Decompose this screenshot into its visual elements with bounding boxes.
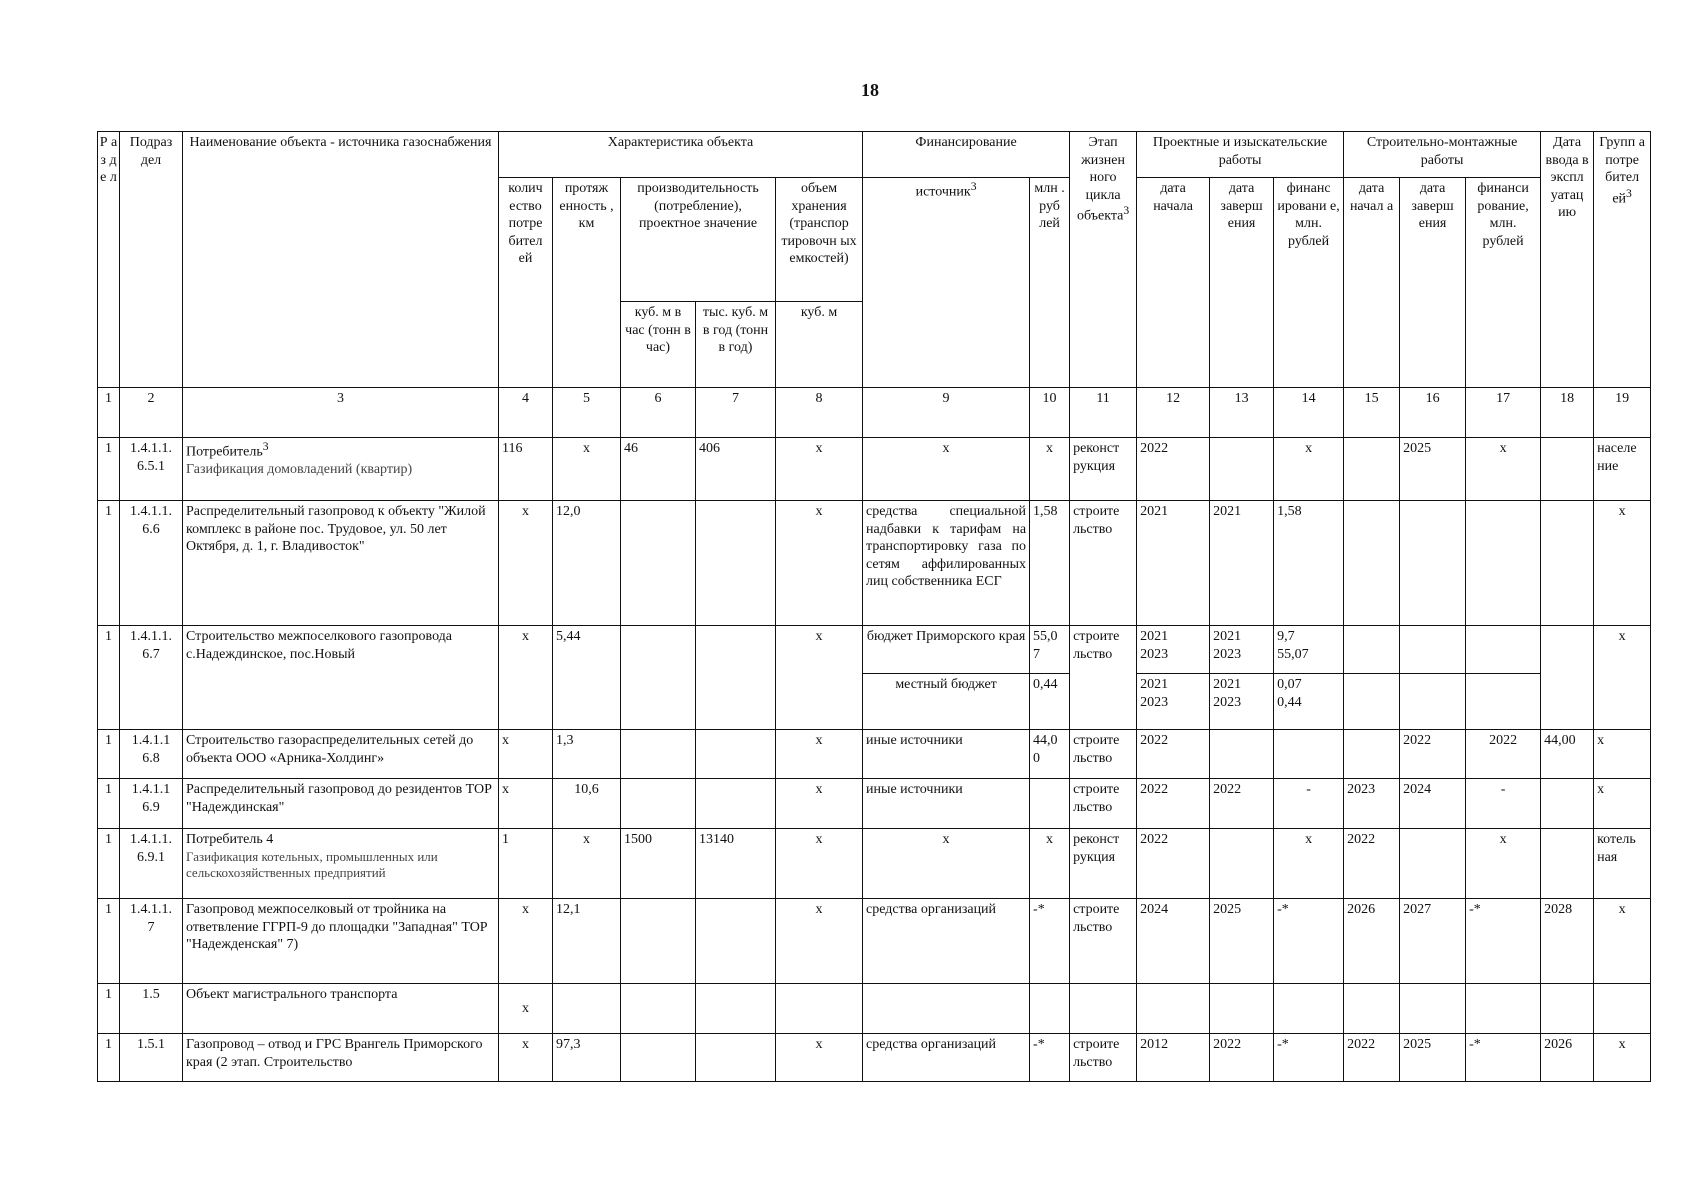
cell-finans-p: -: [1274, 779, 1344, 829]
cell-data-zaversh-s: 2025: [1400, 438, 1466, 501]
cell-obem: x: [776, 438, 863, 501]
header-kub-m: куб. м: [776, 302, 863, 388]
cell-mln-rub: 55,0 7: [1030, 626, 1070, 674]
table-row: [98, 626, 1651, 674]
header-row-1: [98, 132, 1651, 178]
cell-data-vvoda: 2028: [1541, 899, 1594, 984]
cell-tys-kub: 406: [696, 438, 776, 501]
cell-data-nachala-p: 2021: [1137, 501, 1210, 626]
header-stroit: Строительно-монтажные работы: [1344, 132, 1541, 178]
cell-podrazdel: 1.4.1.1 6.9: [120, 779, 183, 829]
cell-data-vvoda: [1541, 779, 1594, 829]
cell-data-zaversh-s: [1400, 626, 1466, 674]
cell-data-zaversh-s: 2027: [1400, 899, 1466, 984]
cell-gruppa: x: [1594, 626, 1651, 730]
cell-podrazdel: 1.4.1.1. 7: [120, 899, 183, 984]
col-number: 2: [120, 388, 183, 438]
cell-kolichestvo: 1: [499, 829, 553, 899]
cell-data-nachala-s: [1344, 501, 1400, 626]
header-data-zaversh-s: дата заверш ения: [1400, 178, 1466, 388]
cell-razdel: 1: [98, 626, 120, 730]
table-row: [98, 730, 1651, 779]
cell-data-nachala-s: [1344, 730, 1400, 779]
col-number: 16: [1400, 388, 1466, 438]
cell-podrazdel: 1.5.1: [120, 1034, 183, 1082]
header-data-nachala-p: дата начала: [1137, 178, 1210, 388]
cell-data-vvoda: [1541, 626, 1594, 730]
col-number: 17: [1466, 388, 1541, 438]
cell-gruppa: котель ная: [1594, 829, 1651, 899]
col-number: 12: [1137, 388, 1210, 438]
header-data-nachala-s: дата начал а: [1344, 178, 1400, 388]
cell-protyazh: 10,6: [553, 779, 621, 829]
cell-data-zaversh-s: [1400, 501, 1466, 626]
cell-protyazh: x: [553, 829, 621, 899]
cell-gruppa: [1594, 984, 1651, 1034]
cell-protyazh: 12,1: [553, 899, 621, 984]
cell-data-nachala-s: 2022: [1344, 1034, 1400, 1082]
cell-tys-kub: [696, 984, 776, 1034]
cell-finans-s: -*: [1466, 899, 1541, 984]
cell-data-nachala-s: [1344, 626, 1400, 674]
cell-finans-p: 9,7 55,07: [1274, 626, 1344, 674]
cell-finans-p: 0,07 0,44: [1274, 674, 1344, 730]
header-finans-s: финанси рование, млн. рублей: [1466, 178, 1541, 388]
header-data-vvoda: Дата ввода в экспл уатац ию: [1541, 132, 1594, 388]
cell-gruppa: населе ние: [1594, 438, 1651, 501]
cell-mln-rub: [1030, 984, 1070, 1034]
header-data-zaversh-p: дата заверш ения: [1210, 178, 1274, 388]
header-mln-rub: млн . руб лей: [1030, 178, 1070, 388]
cell-obem: x: [776, 730, 863, 779]
cell-mln-rub: [1030, 779, 1070, 829]
cell-tys-kub: [696, 1034, 776, 1082]
cell-data-zaversh-p: [1210, 829, 1274, 899]
cell-protyazh: 12,0: [553, 501, 621, 626]
col-number: 13: [1210, 388, 1274, 438]
cell-protyazh: 5,44: [553, 626, 621, 730]
cell-istochnik: x: [863, 829, 1030, 899]
cell-data-zaversh-s: [1400, 984, 1466, 1034]
cell-kolichestvo: 116: [499, 438, 553, 501]
cell-kub-chas: 1500: [621, 829, 696, 899]
cell-finans-p: x: [1274, 829, 1344, 899]
cell-kolichestvo: x: [499, 626, 553, 730]
cell-data-nachala-p: 2024: [1137, 899, 1210, 984]
cell-finans-p: x: [1274, 438, 1344, 501]
cell-etap: строите льство: [1070, 501, 1137, 626]
header-gruppa: Групп а потре бител $ей^3$: [1594, 132, 1651, 388]
cell-finans-s: [1466, 984, 1541, 1034]
cell-data-zaversh-p: 2021 2023: [1210, 626, 1274, 674]
cell-name: Строительство межпоселкового газопровода с.Надеждинское, пос.Новый: [183, 626, 499, 730]
cell-mln-rub: -*: [1030, 899, 1070, 984]
cell-finans-p: [1274, 984, 1344, 1034]
cell-data-zaversh-p: [1210, 730, 1274, 779]
header-name: Наименование объекта - источника газоснабжения: [183, 132, 499, 388]
cell-data-nachala-s: [1344, 438, 1400, 501]
cell-tys-kub: [696, 501, 776, 626]
cell-kub-chas: [621, 626, 696, 730]
col-number: 1: [98, 388, 120, 438]
header-istochnik: источник$^3$: [863, 178, 1030, 388]
col-number: 14: [1274, 388, 1344, 438]
cell-finans-s: -: [1466, 779, 1541, 829]
col-number: 5: [553, 388, 621, 438]
col-number: 18: [1541, 388, 1594, 438]
col-number: 6: [621, 388, 696, 438]
cell-razdel: 1: [98, 1034, 120, 1082]
header-obem: объем хранения (транспор тировочн ых емкостей): [776, 178, 863, 302]
cell-data-vvoda: [1541, 984, 1594, 1034]
cell-data-nachala-s: [1344, 674, 1400, 730]
cell-podrazdel: 1.4.1.1. 6.5.1: [120, 438, 183, 501]
cell-finans-s: [1466, 674, 1541, 730]
cell-obem: x: [776, 829, 863, 899]
cell-data-zaversh-p: [1210, 438, 1274, 501]
table-row: [98, 829, 1651, 899]
cell-data-nachala-s: [1344, 984, 1400, 1034]
cell-data-nachala-p: 2022: [1137, 438, 1210, 501]
header-podrazdel: Подраз дел: [120, 132, 183, 388]
cell-finans-p: [1274, 730, 1344, 779]
col-number: 11: [1070, 388, 1137, 438]
cell-istochnik: иные источники: [863, 730, 1030, 779]
cell-razdel: 1: [98, 899, 120, 984]
cell-kolichestvo: x: [499, 984, 553, 1034]
table-row: [98, 899, 1651, 984]
cell-obem: x: [776, 779, 863, 829]
cell-name: Потребитель$^3$ Газификация домовладений (квартир): [183, 438, 499, 501]
table-row: [98, 984, 1651, 1034]
cell-podrazdel: 1.5: [120, 984, 183, 1034]
cell-etap: строите льство: [1070, 626, 1137, 730]
cell-kub-chas: [621, 984, 696, 1034]
header-kolichestvo: колич ество потре бител ей: [499, 178, 553, 388]
cell-gruppa: x: [1594, 730, 1651, 779]
cell-name: Строительство газораспределительных сетей до объекта ООО «Арника-Холдинг»: [183, 730, 499, 779]
col-number: 9: [863, 388, 1030, 438]
header-tys-kub: тыс. куб. м в год (тонн в год): [696, 302, 776, 388]
cell-data-zaversh-s: [1400, 674, 1466, 730]
cell-tys-kub: [696, 626, 776, 730]
cell-finans-s: 2022: [1466, 730, 1541, 779]
cell-mln-rub: 0,44: [1030, 674, 1070, 730]
cell-data-nachala-p: 2021 2023: [1137, 626, 1210, 674]
cell-etap: [1070, 984, 1137, 1034]
cell-istochnik: средства специальной надбавки к тарифам на транспортировку газа по сетям аффилированных лиц собственника ЕСГ: [863, 501, 1030, 626]
cell-mln-rub: x: [1030, 829, 1070, 899]
cell-name: Распределительный газопровод к объекту "Жилой комплекс в районе пос. Трудовое, ул. 50 лет Октября, д. 1, г. Владивосток": [183, 501, 499, 626]
table-row: [98, 438, 1651, 501]
cell-obem: x: [776, 1034, 863, 1082]
cell-finans-s: [1466, 501, 1541, 626]
cell-istochnik: x: [863, 438, 1030, 501]
cell-razdel: 1: [98, 730, 120, 779]
cell-gruppa: x: [1594, 1034, 1651, 1082]
cell-finans-s: [1466, 626, 1541, 674]
header-financing: Финансирование: [863, 132, 1070, 178]
col-number: 10: [1030, 388, 1070, 438]
cell-finans-p: -*: [1274, 899, 1344, 984]
header-proizvod: производительность (потребление), проектное значение: [621, 178, 776, 302]
cell-gruppa: x: [1594, 501, 1651, 626]
investment-table: [97, 131, 1651, 1082]
cell-data-vvoda: [1541, 438, 1594, 501]
cell-razdel: 1: [98, 501, 120, 626]
cell-etap: строите льство: [1070, 899, 1137, 984]
col-number: 4: [499, 388, 553, 438]
header-characteristic: Характеристика объекта: [499, 132, 863, 178]
col-number: 15: [1344, 388, 1400, 438]
cell-data-zaversh-p: [1210, 984, 1274, 1034]
cell-gruppa: x: [1594, 899, 1651, 984]
cell-data-zaversh-p: 2021 2023: [1210, 674, 1274, 730]
cell-data-nachala-p: [1137, 984, 1210, 1034]
cell-razdel: 1: [98, 779, 120, 829]
cell-mln-rub: x: [1030, 438, 1070, 501]
table-row: [98, 779, 1651, 829]
cell-data-nachala-s: 2023: [1344, 779, 1400, 829]
cell-name: Распределительный газопровод до резидентов ТОР "Надеждинская": [183, 779, 499, 829]
cell-name: Объект магистрального транспорта: [183, 984, 499, 1034]
col-number: 7: [696, 388, 776, 438]
cell-razdel: 1: [98, 984, 120, 1034]
cell-etap: строите льство: [1070, 779, 1137, 829]
cell-data-zaversh-s: 2022: [1400, 730, 1466, 779]
header-etap: Этап жизнен ного цикла объекта$^3$: [1070, 132, 1137, 388]
cell-kolichestvo: x: [499, 501, 553, 626]
cell-istochnik: средства организаций: [863, 1034, 1030, 1082]
cell-tys-kub: [696, 779, 776, 829]
cell-data-vvoda: [1541, 501, 1594, 626]
cell-data-nachala-p: 2012: [1137, 1034, 1210, 1082]
cell-kolichestvo: x: [499, 730, 553, 779]
cell-data-vvoda: 2026: [1541, 1034, 1594, 1082]
header-finans-p: финанс ировани е, млн. рублей: [1274, 178, 1344, 388]
cell-podrazdel: 1.4.1.1. 6.7: [120, 626, 183, 730]
header-proekt: Проектные и изыскательские работы: [1137, 132, 1344, 178]
cell-protyazh: [553, 984, 621, 1034]
cell-data-nachala-p: 2022: [1137, 730, 1210, 779]
page-number: 18: [861, 80, 879, 100]
cell-podrazdel: 1.4.1.1 6.8: [120, 730, 183, 779]
cell-kub-chas: [621, 899, 696, 984]
cell-obem: x: [776, 899, 863, 984]
cell-etap: строите льство: [1070, 730, 1137, 779]
cell-kub-chas: [621, 779, 696, 829]
header-kub-chas: куб. м в час (тонн в час): [621, 302, 696, 388]
cell-data-zaversh-p: 2022: [1210, 1034, 1274, 1082]
cell-data-nachala-p: 2021 2023: [1137, 674, 1210, 730]
cell-istochnik: бюджет Приморского края: [863, 626, 1030, 674]
cell-data-vvoda: 44,00: [1541, 730, 1594, 779]
cell-name: Потребитель 4 Газификация котельных, промышленных или сельскохозяйственных предприятий: [183, 829, 499, 899]
cell-finans-p: -*: [1274, 1034, 1344, 1082]
cell-istochnik: средства организаций: [863, 899, 1030, 984]
cell-gruppa: x: [1594, 779, 1651, 829]
cell-data-nachala-p: 2022: [1137, 779, 1210, 829]
cell-obem: x: [776, 626, 863, 730]
cell-data-zaversh-p: 2025: [1210, 899, 1274, 984]
cell-istochnik: [863, 984, 1030, 1034]
column-numbers-row: [98, 388, 1651, 438]
cell-podrazdel: 1.4.1.1. 6.6: [120, 501, 183, 626]
cell-data-nachala-s: 2022: [1344, 829, 1400, 899]
cell-protyazh: x: [553, 438, 621, 501]
cell-kolichestvo: x: [499, 1034, 553, 1082]
cell-kub-chas: [621, 501, 696, 626]
cell-name: Газопровод – отвод и ГРС Врангель Приморского края (2 этап. Строительство: [183, 1034, 499, 1082]
col-number: 19: [1594, 388, 1651, 438]
cell-mln-rub: 44,0 0: [1030, 730, 1070, 779]
cell-mln-rub: 1,58: [1030, 501, 1070, 626]
header-razdel: Р а з д е л: [98, 132, 120, 388]
cell-protyazh: 97,3: [553, 1034, 621, 1082]
cell-razdel: 1: [98, 438, 120, 501]
header-protyazh: протяж енность , км: [553, 178, 621, 388]
cell-finans-s: -*: [1466, 1034, 1541, 1082]
cell-obem: [776, 984, 863, 1034]
cell-data-zaversh-s: 2025: [1400, 1034, 1466, 1082]
cell-kolichestvo: x: [499, 899, 553, 984]
col-number: 8: [776, 388, 863, 438]
cell-data-zaversh-s: [1400, 829, 1466, 899]
cell-data-zaversh-s: 2024: [1400, 779, 1466, 829]
cell-mln-rub: -*: [1030, 1034, 1070, 1082]
cell-data-zaversh-p: 2021: [1210, 501, 1274, 626]
cell-finans-p: 1,58: [1274, 501, 1344, 626]
cell-etap: строите льство: [1070, 1034, 1137, 1082]
cell-kub-chas: [621, 730, 696, 779]
cell-obem: x: [776, 501, 863, 626]
cell-podrazdel: 1.4.1.1. 6.9.1: [120, 829, 183, 899]
cell-kub-chas: 46: [621, 438, 696, 501]
cell-data-zaversh-p: 2022: [1210, 779, 1274, 829]
cell-finans-s: x: [1466, 829, 1541, 899]
cell-istochnik: местный бюджет: [863, 674, 1030, 730]
cell-finans-s: x: [1466, 438, 1541, 501]
col-number: 3: [183, 388, 499, 438]
cell-razdel: 1: [98, 829, 120, 899]
cell-data-nachala-p: 2022: [1137, 829, 1210, 899]
cell-data-nachala-s: 2026: [1344, 899, 1400, 984]
cell-data-vvoda: [1541, 829, 1594, 899]
cell-etap: реконст рукция: [1070, 829, 1137, 899]
cell-tys-kub: [696, 899, 776, 984]
cell-name: Газопровод межпоселковый от тройника на ответвление ГГРП-9 до площадки "Западная" ТОР "Надежденская" 7): [183, 899, 499, 984]
cell-tys-kub: 13140: [696, 829, 776, 899]
table-row: [98, 501, 1651, 626]
cell-protyazh: 1,3: [553, 730, 621, 779]
cell-kub-chas: [621, 1034, 696, 1082]
cell-tys-kub: [696, 730, 776, 779]
cell-kolichestvo: x: [499, 779, 553, 829]
cell-istochnik: иные источники: [863, 779, 1030, 829]
cell-etap: реконст рукция: [1070, 438, 1137, 501]
table-row: [98, 1034, 1651, 1082]
